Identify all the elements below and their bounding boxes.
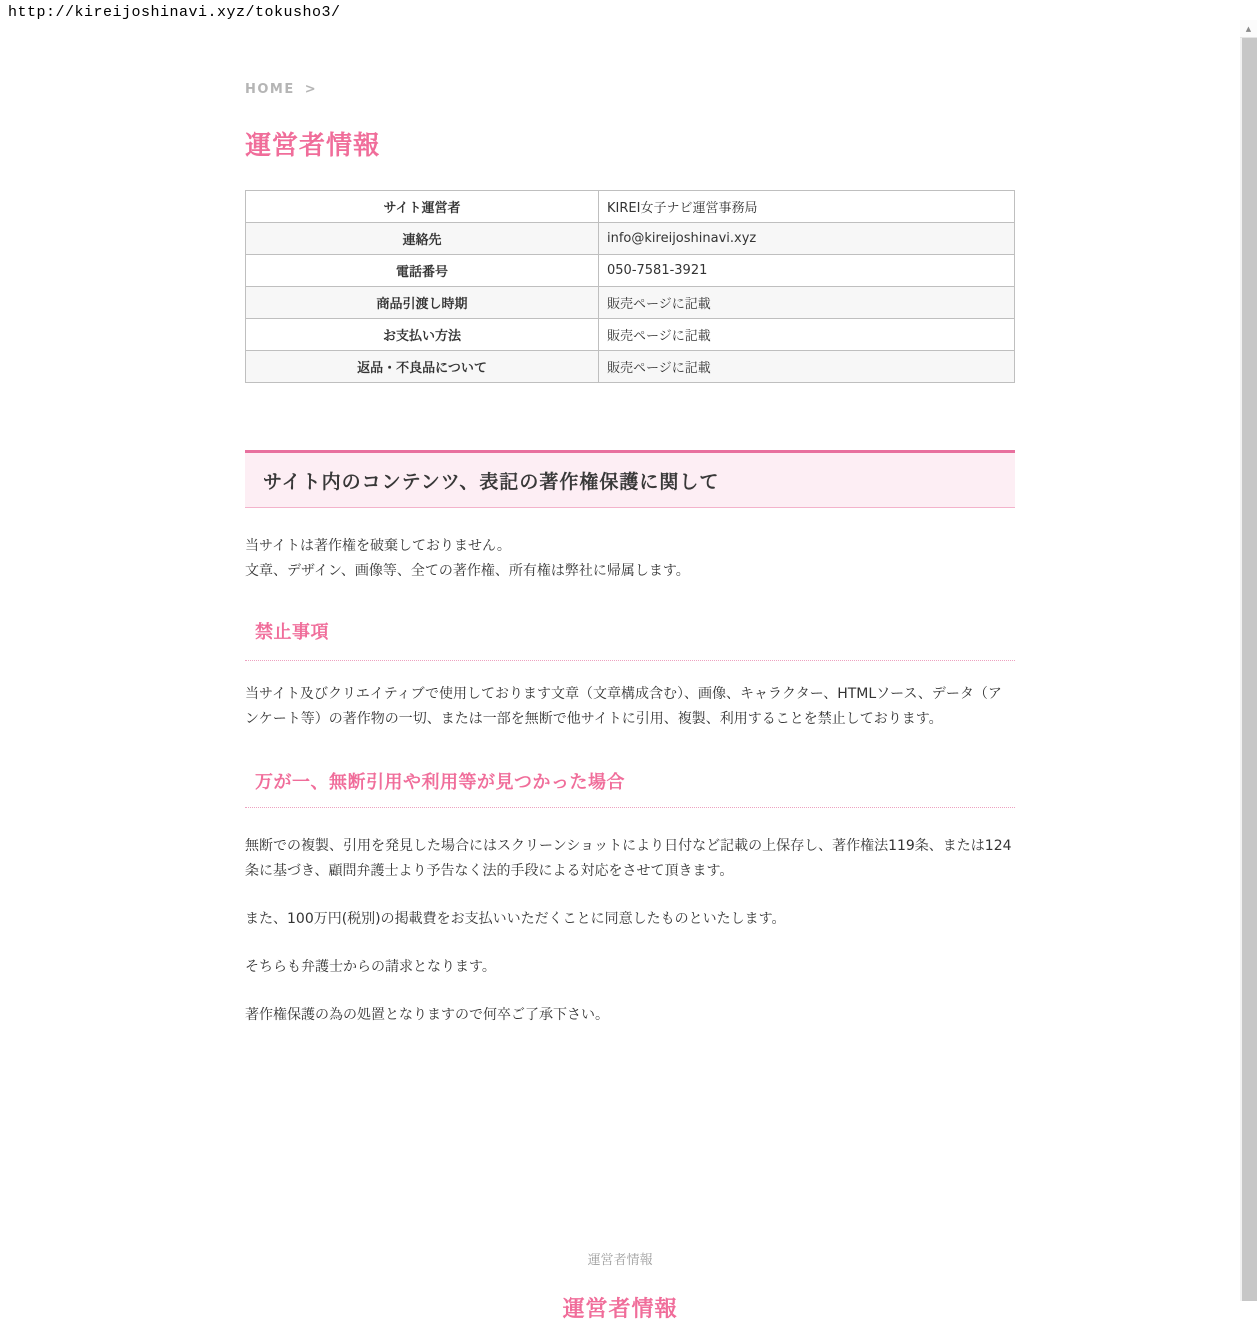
breadcrumb xyxy=(245,82,1015,97)
breadcrumb-home-link[interactable]: HOME xyxy=(245,82,295,97)
vertical-scrollbar[interactable] xyxy=(1240,20,1257,1301)
scroll-up-button[interactable] xyxy=(1240,20,1257,38)
violation-paragraph-2: また、100万円(税別)の掲載費をお支払いいただくことに同意したものといたします。 xyxy=(245,911,786,927)
violation-paragraph-1: 無断での複製、引用を発見した場合にはスクリーンショットにより日付など記載の上保存し、著作権法119条、または124条に基づき、顧問弁護士より予告なく法的手段による対応をさせて頂きます。 xyxy=(245,838,1012,879)
footer-nav xyxy=(0,1249,1240,1268)
violation-paragraph-4: 著作権保護の為の処置となりますので何卒ご了承下さい。 xyxy=(245,1007,609,1023)
violation-paragraph-3: そちらも弁護士からの請求となります。 xyxy=(245,959,496,975)
row-value: info@kireijoshinavi.xyz xyxy=(599,223,1015,255)
row-label: お支払い方法 xyxy=(246,319,599,351)
table-row xyxy=(246,255,1015,287)
footer-heading-partial: 運営者情報 xyxy=(562,1297,678,1322)
section-heading-violation: 万が一、無断引用や利用等が見つかった場合 xyxy=(245,768,1015,808)
row-label: 返品・不良品について xyxy=(246,351,599,383)
breadcrumb-separator: > xyxy=(304,82,318,97)
prohibited-paragraph: 当サイト及びクリエイティブで使用しております文章（文章構成含む）、画像、キャラクター、HTMLソース、データ（アンケート等）の著作物の一切、または一部を無断で他サイトに引用、複製、利用することを禁止しております。 xyxy=(245,686,1002,727)
table-row xyxy=(246,351,1015,383)
row-label: 電話番号 xyxy=(246,255,599,287)
copyright-paragraph xyxy=(245,534,1015,584)
main-content xyxy=(245,0,1015,1028)
copyright-line-1: 当サイトは著作権を破棄しておりません。 xyxy=(245,538,511,554)
scroll-up-arrow-icon: ▲ xyxy=(1245,24,1252,33)
table-row xyxy=(246,191,1015,223)
table-row xyxy=(246,319,1015,351)
row-label: 連絡先 xyxy=(246,223,599,255)
table-row xyxy=(246,287,1015,319)
row-label: 商品引渡し時期 xyxy=(246,287,599,319)
row-value: 販売ページに記載 xyxy=(599,319,1015,351)
section-heading-copyright: サイト内のコンテンツ、表記の著作権保護に関して xyxy=(245,450,1015,508)
operator-info-table xyxy=(245,190,1015,383)
row-value: KIREI女子ナビ運営事務局 xyxy=(599,191,1015,223)
footer-operator-info-link[interactable]: 運営者情報 xyxy=(587,1253,653,1268)
section-heading-prohibited: 禁止事項 xyxy=(245,618,1015,661)
copyright-line-2: 文章、デザイン、画像等、全ての著作権、所有権は弊社に帰属します。 xyxy=(245,563,690,579)
table-row xyxy=(246,223,1015,255)
printed-url: http://kireijoshinavi.xyz/tokusho3/ xyxy=(8,4,341,21)
row-value: 050-7581-3921 xyxy=(599,255,1015,287)
row-value: 販売ページに記載 xyxy=(599,351,1015,383)
row-value: 販売ページに記載 xyxy=(599,287,1015,319)
page-title: 運営者情報 xyxy=(245,131,381,161)
scrollbar-thumb[interactable] xyxy=(1242,38,1257,1301)
row-label: サイト運営者 xyxy=(246,191,599,223)
